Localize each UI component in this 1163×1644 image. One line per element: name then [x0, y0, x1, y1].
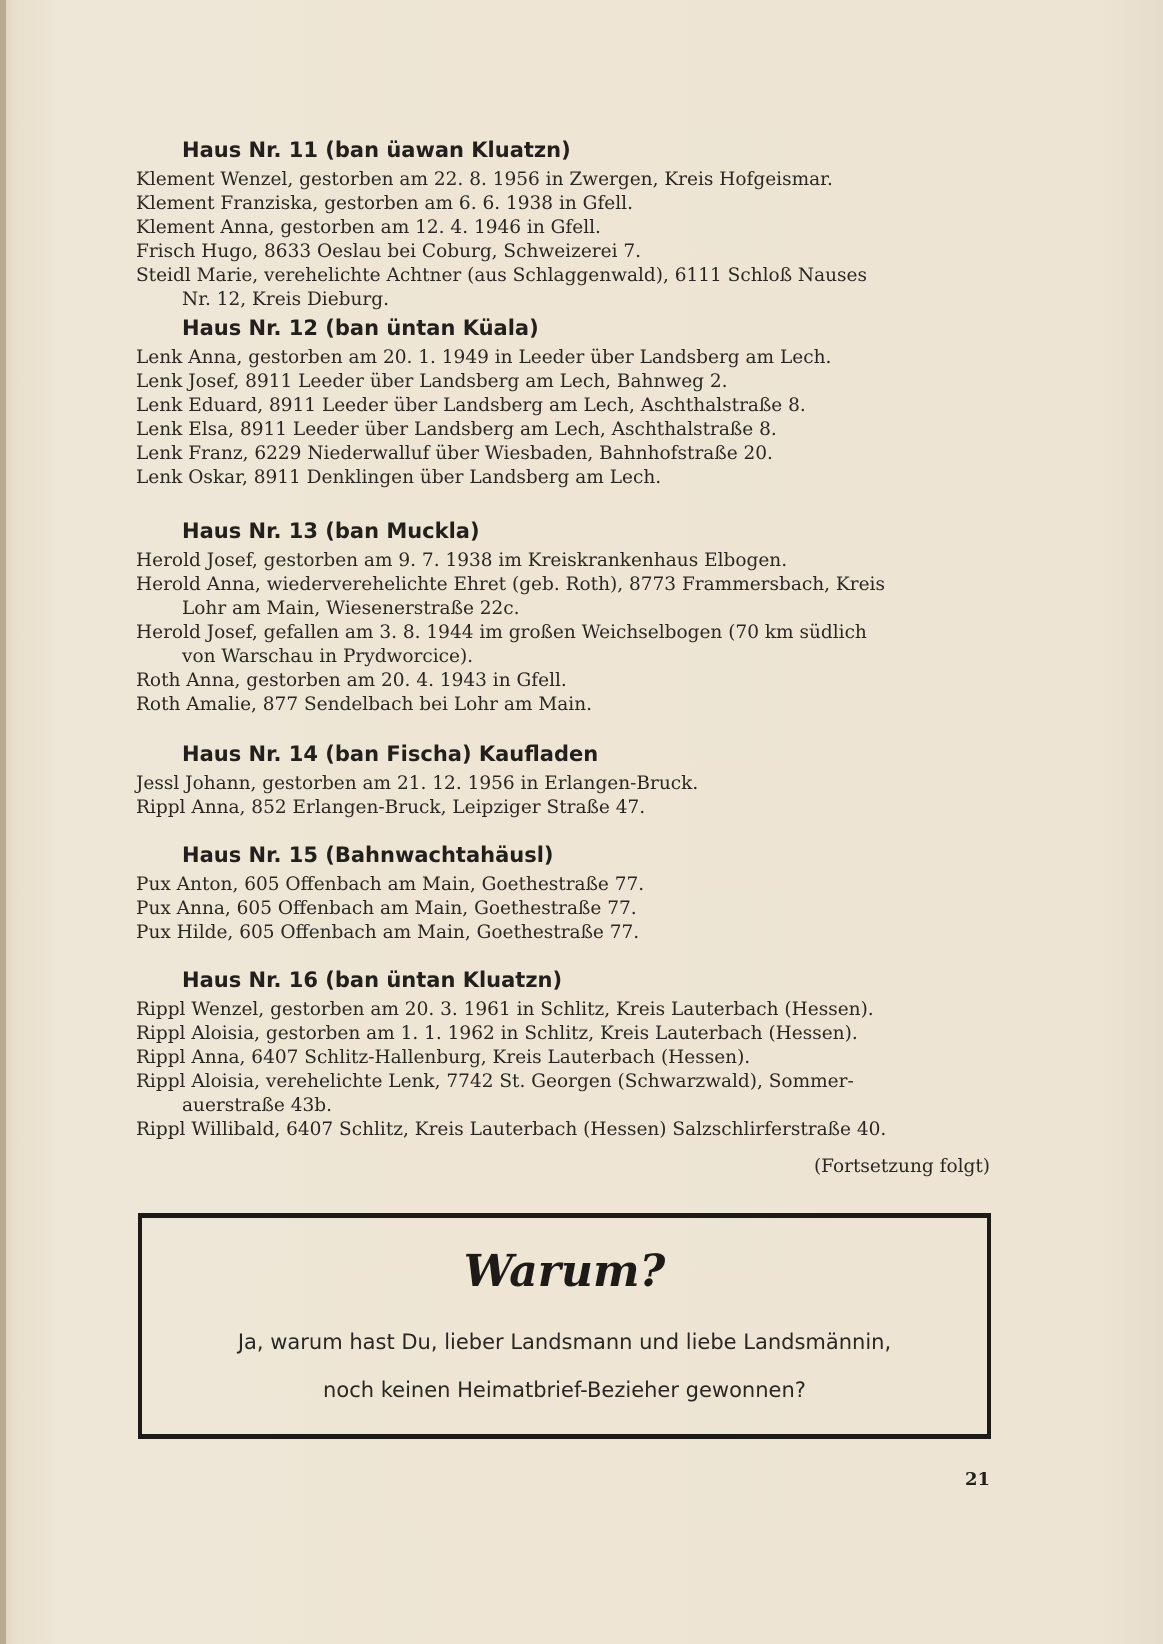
entry: Pux Anton, 605 Offenbach am Main, Goethestraße 77.	[136, 874, 645, 895]
entry: Lenk Anna, gestorben am 20. 1. 1949 in Leeder über Landsberg am Lech.	[136, 347, 832, 368]
page-spine-shadow	[0, 0, 6, 1644]
notice-line: noch keinen Heimatbrief-Bezieher gewonnen?	[323, 1378, 806, 1402]
page-number: 21	[964, 1469, 990, 1490]
section-heading: Haus Nr. 14 (ban Fischa) Kaufladen	[182, 742, 599, 766]
entry: Lenk Josef, 8911 Leeder über Landsberg am Lech, Bahnweg 2.	[136, 371, 728, 392]
notice-line: Ja, warum hast Du, lieber Landsmann und liebe Landsmännin,	[237, 1330, 892, 1354]
section-heading: Haus Nr. 12 (ban üntan Küala)	[182, 316, 539, 340]
section-haus-11	[136, 132, 990, 312]
entry: Klement Franziska, gestorben am 6. 6. 1938 in Gfell.	[136, 193, 633, 214]
entry: Roth Anna, gestorben am 20. 4. 1943 in Gfell.	[136, 670, 567, 691]
entry: Herold Josef, gefallen am 3. 8. 1944 im großen Weichselbogen (70 km südlich von Warschau in Prydworcice).	[136, 622, 867, 667]
entry: Klement Anna, gestorben am 12. 4. 1946 in Gfell.	[136, 217, 601, 238]
entry: Rippl Wenzel, gestorben am 20. 3. 1961 in Schlitz, Kreis Lauterbach (Hessen).	[136, 999, 874, 1020]
section-haus-14	[136, 736, 990, 820]
section-haus-13	[136, 513, 990, 717]
section-heading: Haus Nr. 13 (ban Muckla)	[182, 519, 480, 543]
section-haus-16	[136, 962, 990, 1142]
notice-title: Warum?	[463, 1246, 666, 1297]
entry: Rippl Willibald, 6407 Schlitz, Kreis Lauterbach (Hessen) Salzschlirferstraße 40.	[136, 1119, 887, 1140]
entry: Rippl Anna, 6407 Schlitz-Hallenburg, Kreis Lauterbach (Hessen).	[136, 1047, 751, 1068]
section-heading: Haus Nr. 11 (ban üawan Kluatzn)	[182, 138, 571, 162]
continued-note: (Fortsetzung folgt)	[813, 1156, 990, 1177]
section-haus-12	[136, 310, 990, 490]
entry: Klement Wenzel, gestorben am 22. 8. 1956 in Zwergen, Kreis Hofgeismar.	[136, 169, 833, 190]
section-heading: Haus Nr. 15 (Bahnwachtahäusl)	[182, 843, 554, 867]
entry: Lenk Elsa, 8911 Leeder über Landsberg am Lech, Aschthalstraße 8.	[136, 419, 777, 440]
entry: Pux Anna, 605 Offenbach am Main, Goethestraße 77.	[136, 898, 637, 919]
entry: Jessl Johann, gestorben am 21. 12. 1956 in Erlangen-Bruck.	[136, 773, 699, 794]
entry: Herold Anna, wiederverehelichte Ehret (geb. Roth), 8773 Frammersbach, Kreis Lohr am Main, Wiesenerstraße 22c.	[136, 574, 885, 619]
section-haus-15	[136, 837, 990, 945]
entry: Steidl Marie, verehelichte Achtner (aus Schlaggenwald), 6111 Schloß Nauses Nr. 12, Kreis Dieburg.	[136, 265, 867, 310]
entry: Lenk Oskar, 8911 Denklingen über Landsberg am Lech.	[136, 467, 662, 488]
entry: Herold Josef, gestorben am 9. 7. 1938 im Kreiskrankenhaus Elbogen.	[136, 550, 788, 571]
entry: Lenk Franz, 6229 Niederwalluf über Wiesbaden, Bahnhofstraße 20.	[136, 443, 773, 464]
notice-box	[138, 1213, 991, 1439]
section-heading: Haus Nr. 16 (ban üntan Kluatzn)	[182, 968, 563, 992]
entry: Roth Amalie, 877 Sendelbach bei Lohr am Main.	[136, 694, 593, 715]
entry: Rippl Aloisia, verehelichte Lenk, 7742 St. Georgen (Schwarzwald), Sommer- auerstraße 43b.	[136, 1071, 854, 1116]
entry: Rippl Anna, 852 Erlangen-Bruck, Leipziger Straße 47.	[136, 797, 646, 818]
entry: Lenk Eduard, 8911 Leeder über Landsberg am Lech, Aschthalstraße 8.	[136, 395, 806, 416]
entry: Rippl Aloisia, gestorben am 1. 1. 1962 in Schlitz, Kreis Lauterbach (Hessen).	[136, 1023, 858, 1044]
entry: Frisch Hugo, 8633 Oeslau bei Coburg, Schweizerei 7.	[136, 241, 642, 262]
entry: Pux Hilde, 605 Offenbach am Main, Goethestraße 77.	[136, 922, 640, 943]
